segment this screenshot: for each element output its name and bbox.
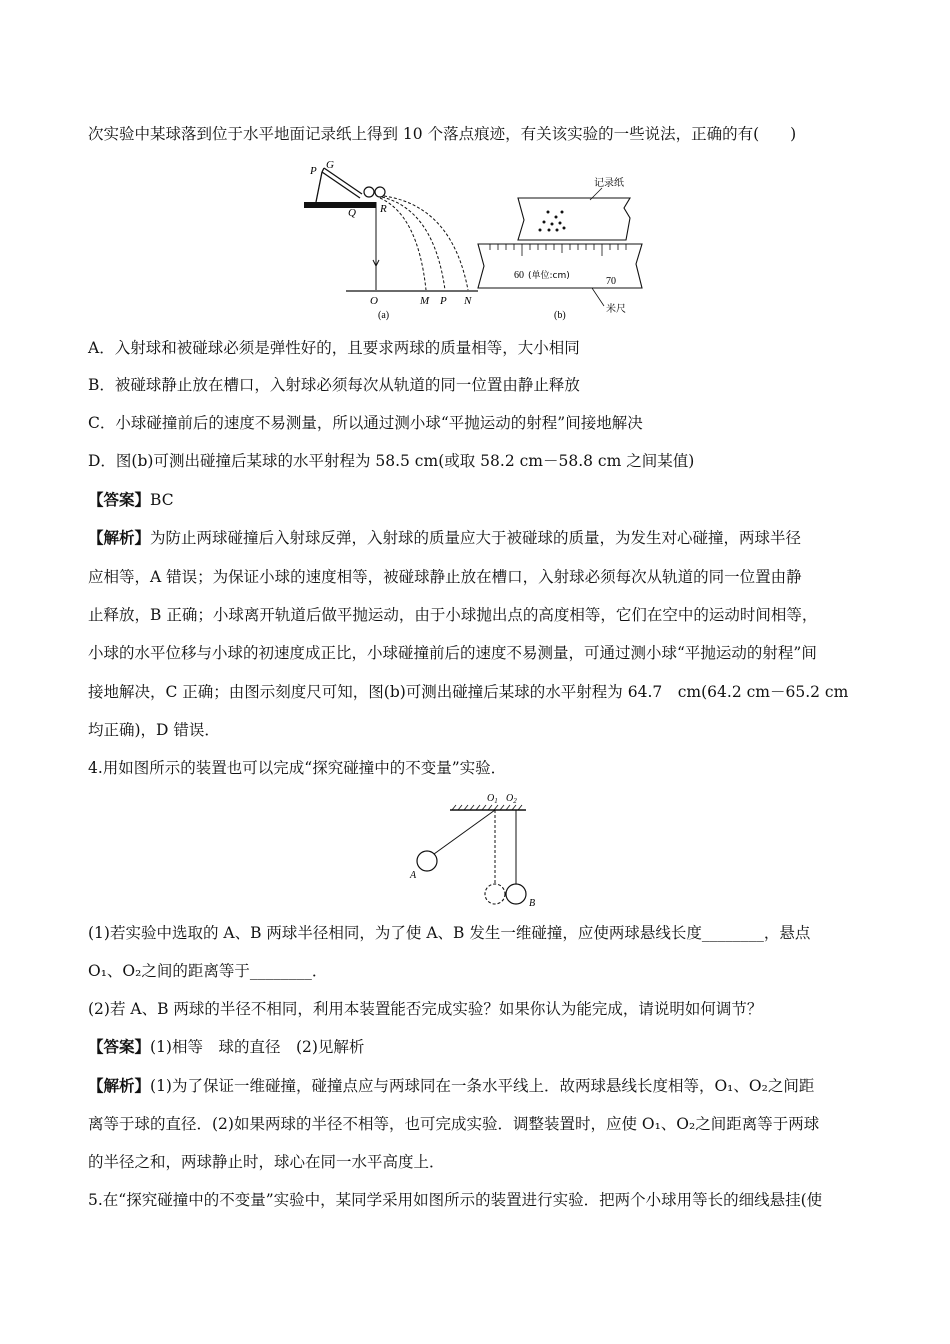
label-n: N (464, 295, 472, 307)
label-q: Q (348, 207, 356, 219)
record-paper-label: 记录纸 (594, 178, 624, 189)
ball-b (506, 884, 526, 904)
analysis-3-line-2: 应相等，A 错误；为保证小球的速度相等，被碰球静止放在槽口，入射球必须每次从轨道的同一位置由静 (88, 568, 802, 586)
analysis-tag: 【解析】 (88, 528, 151, 547)
answer-tag: 【答案】 (88, 1037, 151, 1056)
question-intro: 次实验中某球落到位于水平地面记录纸上得到 10 个落点痕迹，有关该实验的一些说法，正确的有( ) (88, 125, 797, 143)
analysis-4-line-2: 离等于球的直径．(2)如果两球的半径不相等，也可完成实验．调整装置时，应使 O₁、O₂之间距离等于两球 (88, 1115, 820, 1133)
ruler-60: 60 (514, 270, 524, 281)
label-o2: $O_2$ (506, 793, 517, 805)
question-4-sub1-line-1: (1)若实验中选取的 A、B 两球半径相同，为了使 A、B 发生一维碰撞，应使两球悬线长度________，悬点 (88, 924, 811, 942)
trajectory-m (380, 198, 426, 290)
label-a: A (410, 870, 417, 881)
target-ball (375, 187, 385, 197)
analysis-4-line-3: 的半径之和，两球静止时，球心在同一水平高度上． (88, 1153, 445, 1171)
pendulum-figure (400, 786, 550, 906)
ruler-unit: (单位:cm) (528, 271, 570, 281)
ruler-label: 米尺 (606, 304, 626, 315)
answer-value: BC (150, 491, 174, 509)
incident-ball (364, 187, 374, 197)
analysis-3-line-6: 均正确)，D 错误． (88, 721, 220, 739)
trajectory-p (382, 197, 445, 290)
analysis-3-line-1: 【解析】为防止两球碰撞后入射球反弹，入射球的质量应大于被碰球的质量，为发生对心碰撞，两球半径 (88, 528, 802, 547)
answer-4 (88, 1036, 868, 1058)
analysis-tag: 【解析】 (88, 1076, 151, 1095)
table-top (304, 202, 376, 208)
option-a: A．入射球和被碰球必须是弹性好的，且要求两球的质量相等，大小相同 (88, 339, 580, 357)
answer-3 (88, 489, 868, 511)
option-c: C．小球碰撞前后的速度不易测量，所以通过测小球“平抛运动的射程”间接地解决 (88, 414, 643, 432)
label-g: G (326, 160, 334, 171)
label-m: M (420, 295, 430, 307)
label-o1: $O_1$ (487, 793, 498, 805)
analysis-3-line-5: 接地解决，C 正确；由图示刻度尺可知，图(b)可测出碰撞后某球的水平射程为 64.7 cm(64.2 cm－65.2 cm (88, 683, 849, 701)
question-4-sub1-line-2: O₁、O₂之间的距离等于________． (88, 962, 328, 980)
label-r: R (380, 203, 387, 215)
option-b: B．被碰球静止放在槽口，入射球必须每次从轨道的同一位置由静止释放 (88, 376, 580, 394)
caption-a: (a) (378, 310, 390, 321)
option-d: D．图(b)可测出碰撞后某球的水平射程为 58.5 cm(或取 58.2 cm－58.8 cm 之间某值) (88, 452, 695, 470)
experiment-figure-ab (300, 160, 650, 322)
analysis-4-line-1: 【解析】(1)为了保证一维碰撞，碰撞点应与两球同在一条水平线上．故两球悬线长度相等，O₁、O₂之间距 (88, 1076, 815, 1095)
analysis-3-line-3: 止释放，B 正确；小球离开轨道后做平抛运动，由于小球抛出点的高度相等，它们在空中的运动时间相等， (88, 606, 818, 624)
caption-b: (b) (554, 310, 566, 321)
question-4-stem: 4.用如图所示的装置也可以完成“探究碰撞中的不变量”实验． (88, 759, 507, 777)
label-o: O (370, 295, 378, 307)
record-paper (518, 198, 630, 240)
label-p-top: P (310, 165, 317, 177)
string-a (434, 810, 495, 854)
label-b: B (529, 898, 536, 906)
ball-a-rest (485, 884, 505, 904)
label-p: P (440, 295, 447, 307)
analysis-3-line-4: 小球的水平位移与小球的初速度成正比，小球碰撞前后的速度不易测量，可通过测小球“平抛运动的射程”间 (88, 644, 817, 662)
meter-ruler (478, 244, 642, 288)
answer-tag: 【答案】 (88, 490, 151, 509)
question-4-sub2: (2)若 A、B 两球的半径不相同，利用本装置能否完成实验？如果你认为能完成，请说明如何调节？ (88, 1000, 763, 1018)
ball-a (417, 851, 437, 871)
ruler-70: 70 (606, 276, 616, 287)
answer-value: (1)相等 球的直径 (2)见解析 (150, 1038, 365, 1056)
question-5-stem: 5.在“探究碰撞中的不变量”实验中，某同学采用如图所示的装置进行实验．把两个小球用等长的细线悬挂(使 (88, 1191, 823, 1209)
